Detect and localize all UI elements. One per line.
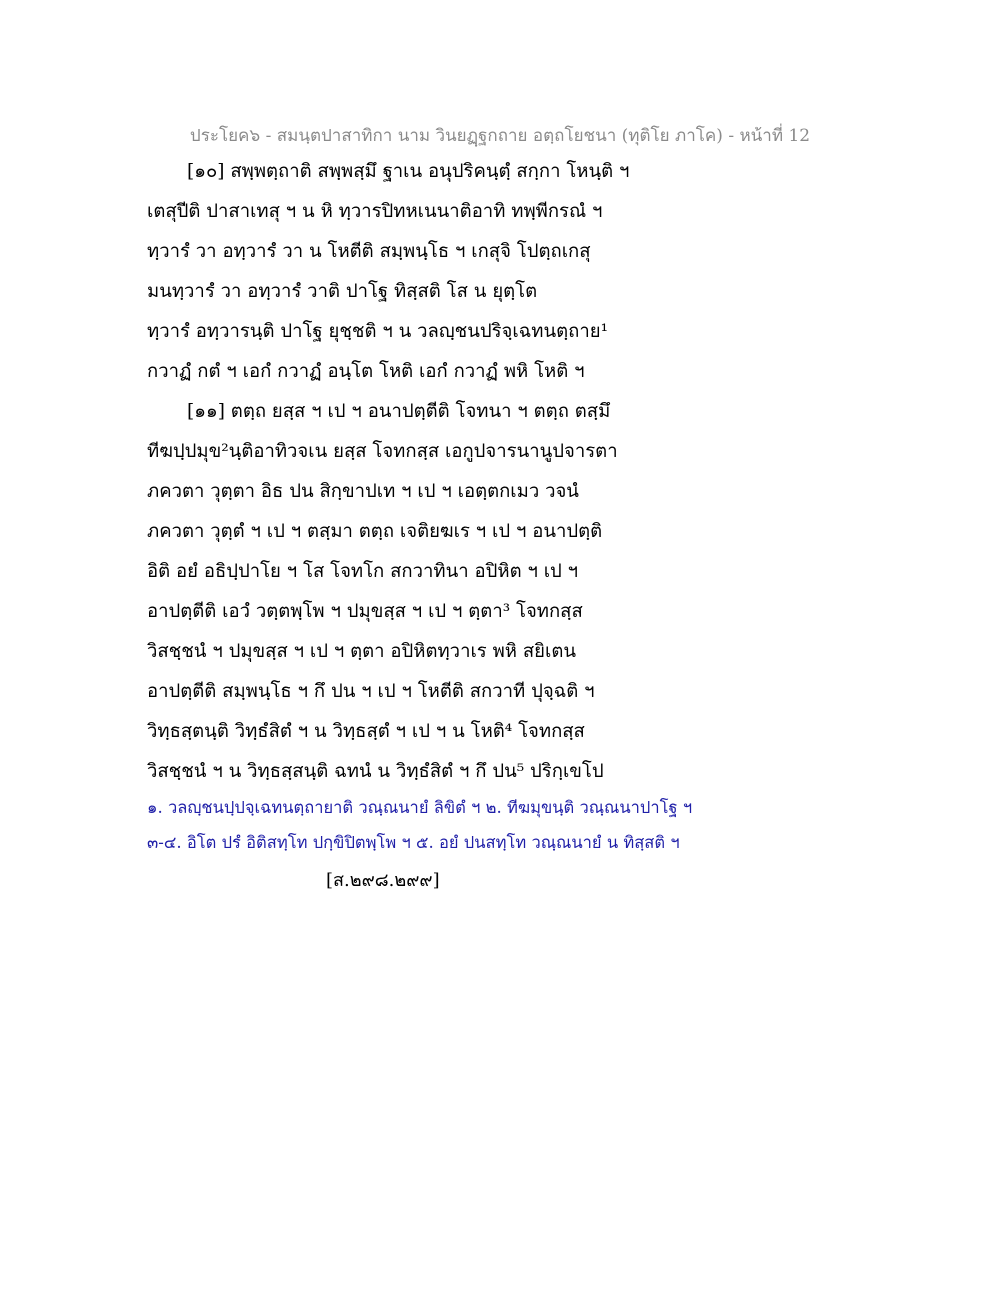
paragraph-10-line-6: กวาฏํ กตํ ฯ เอกํ กวาฏํ อนฺโต โหติ เอกํ กวาฏํ พหิ โหติ ฯ bbox=[147, 361, 585, 382]
paragraph-11-line-9: วิทฺธสฺตนฺติ วิทฺธํสิตํ ฯ น วิทฺธสฺตํ ฯ เป ฯ น โหติ⁴ โจทกสฺส bbox=[147, 721, 585, 742]
paragraph-10-line-1: [๑๐] สพฺพตฺถาติ สพฺพสฺมึ ฐาเน อนุปริคนฺตฺํ สกฺกา โหนฺติ ฯ bbox=[187, 161, 630, 182]
paragraph-11-line-1: [๑๑] ตตฺถ ยสฺส ฯ เป ฯ อนาปตฺตีติ โจทนา ฯ ตตฺถ ตสฺมึ bbox=[187, 401, 611, 422]
paragraph-11-line-7: วิสชฺชนํ ฯ ปมุขสฺส ฯ เป ฯ ตฺตา อปิหิตทฺวาเร พหิ สยิเตน bbox=[147, 641, 576, 662]
page-header: ประโยค๖ - สมนฺตปาสาทิกา นาม วินยฏฺฐกถาย อตฺถโยชนา (ทุติโย ภาโค) - หน้าที่ 12 bbox=[189, 126, 811, 146]
paragraph-11-line-5: อิติ อยํ อธิปฺปาโย ฯ โส โจทโก สกวาทินา อปิหิต ฯ เป ฯ bbox=[147, 561, 579, 582]
footnote-line-1: ๑. วลญฺชนปฺปจฺเฉทนตฺถายาติ วณฺณนายํ ลิขิตํ ฯ ๒. ทีฆมุขนฺติ วณฺณนาปาโฐ ฯ bbox=[147, 798, 693, 817]
paragraph-11-line-10: วิสชฺชนํ ฯ น วิทฺธสฺสนฺติ ฉทนํ น วิทฺธํสิตํ ฯ กึ ปน⁵ ปริกฺเขโป bbox=[147, 761, 604, 782]
page-reference: [ส.๒๙๘.๒๙๙] bbox=[326, 870, 440, 891]
paragraph-11-line-8: อาปตฺตีติ สมฺพนฺโธ ฯ กึ ปน ฯ เป ฯ โหตีติ สกวาที ปุจฺฉติ ฯ bbox=[147, 681, 595, 702]
paragraph-11-line-2: ทีฆปฺปมุข²นฺติอาทิวจเน ยสฺส โจทกสฺส เอกูปจารนานูปจารตา bbox=[147, 441, 618, 462]
paragraph-11-line-3: ภควตา วุตฺตา อิธ ปน สิกฺขาปเท ฯ เป ฯ เอตฺตกเมว วจนํ bbox=[147, 481, 579, 502]
paragraph-10-line-2: เตสุปีติ ปาสาเทสุ ฯ น หิ ทฺวารปิทหเนนาติอาทิ ทพฺพีกรณํ ฯ bbox=[147, 201, 603, 222]
paragraph-10-line-4: มนทฺวารํ วา อทฺวารํ วาติ ปาโฐ ทิสฺสติ โส น ยุตฺโต bbox=[147, 281, 538, 302]
paragraph-10-line-3: ทฺวารํ วา อทฺวารํ วา น โหตีติ สมฺพนฺโธ ฯ เกสุจิ โปตฺถเกสุ bbox=[147, 241, 591, 262]
paragraph-11-line-6: อาปตฺตีติ เอวํ วตฺตพฺโพ ฯ ปมุขสฺส ฯ เป ฯ ตฺตา³ โจทกสฺส bbox=[147, 601, 583, 622]
footnote-line-2: ๓-๔. อิโต ปรํ อิติสทฺโท ปกฺขิปิตพฺโพ ฯ ๕. อยํ ปนสทฺโท วณฺณนายํ น ทิสฺสติ ฯ bbox=[147, 833, 680, 852]
paragraph-11-line-4: ภควตา วุตฺตํ ฯ เป ฯ ตสฺมา ตตฺถ เจติยฆเร ฯ เป ฯ อนาปตฺติ bbox=[147, 521, 603, 542]
paragraph-10-line-5: ทฺวารํ อทฺวารนฺติ ปาโฐ ยุชฺชติ ฯ น วลญฺชนปริจฺเฉทนตฺถาย¹ bbox=[147, 321, 608, 342]
